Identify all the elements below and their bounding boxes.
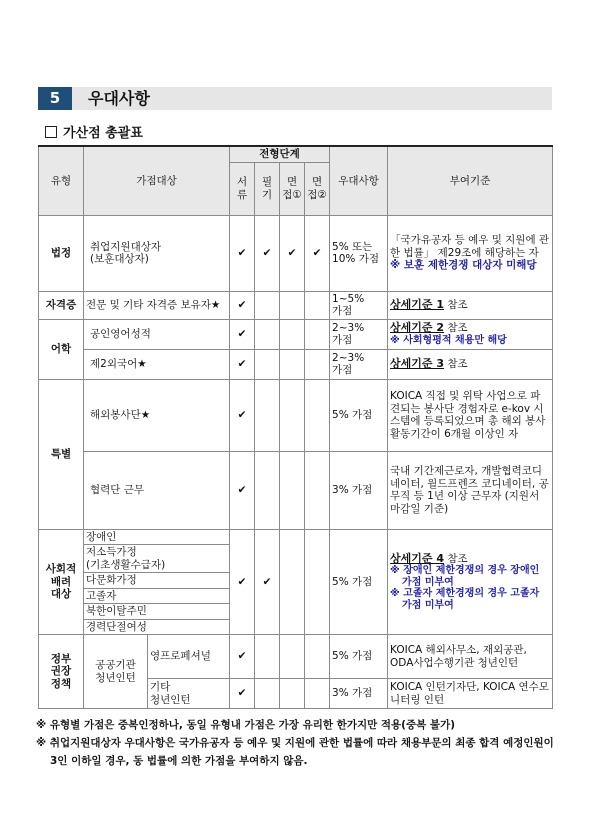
lang-bonus-2: 2~3% 가점	[330, 349, 388, 379]
policy-bonus-1: 5% 가점	[330, 635, 388, 679]
policy-criteria-1: KOICA 해외사무소, 재외공관, ODA사업수행기관 청년인턴	[388, 635, 553, 679]
lang-criteria-suffix-2: 참조	[444, 357, 468, 370]
special-bonus-2: 3% 가점	[330, 451, 388, 529]
header-bonus: 우대사항	[330, 146, 388, 215]
check-mark: ✔	[230, 215, 255, 291]
special-bonus-1: 5% 가점	[330, 379, 388, 451]
subtitle	[45, 122, 143, 141]
social-item-3: 다문화가정	[84, 573, 230, 589]
header-target: 가점대상	[84, 146, 230, 215]
footnotes	[36, 716, 561, 770]
lang-note-1: ※ 사회형평적 채용만 해당	[390, 334, 507, 346]
type-lang: 어학	[39, 319, 84, 379]
check-mark: ✔	[280, 215, 305, 291]
legal-criteria: 「국가유공자 등 예우 및 지원에 관한 법률」 제29조에 해당하는 자	[390, 234, 550, 259]
policy-target-1: 영프로페셔널	[148, 635, 230, 679]
legal-target: 취업지원대상자 (보훈대상자)	[84, 215, 230, 291]
header-stage-interview1: 면접①	[280, 162, 305, 215]
check-mark: ✔	[255, 215, 280, 291]
section-number: 5	[38, 87, 72, 110]
check-mark: ✔	[255, 529, 280, 635]
special-criteria-2: 국내 기간제근로자, 개발협력코디네이터, 월드프렌즈 코디네이터, 공무직 등 1년 이상 근무자 (지원서 마감일 기준)	[388, 451, 553, 529]
lang-criteria-ref-2: 상세기준 3	[390, 356, 445, 370]
lang-bonus-1: 2~3% 가점	[330, 319, 388, 349]
header-type: 유형	[39, 146, 84, 215]
check-mark: ✔	[230, 379, 255, 451]
social-item-2: 저소득가정 (기초생활수급자)	[84, 545, 230, 573]
special-criteria-1: KOICA 직접 및 위탁 사업으로 파견되는 봉사단 경험자로 e-kov 시스템에 등록되었으며 총 해외 봉사활동기간이 6개월 이상인 자	[388, 379, 553, 451]
legal-note: ※ 보훈 제한경쟁 대상자 미해당	[390, 259, 537, 272]
social-criteria-ref: 상세기준 4	[390, 551, 445, 565]
cert-target: 전문 및 기타 자격증 보유자★	[84, 291, 230, 319]
cert-criteria-ref: 상세기준 1	[390, 297, 445, 311]
footnote-1: ※ 유형별 가점은 중복인정하나, 동일 유형내 가점은 가장 유리한 한가지만 적용(중복 불가)	[36, 719, 456, 731]
check-mark: ✔	[230, 679, 255, 709]
special-target-2: 협력단 근무	[84, 451, 230, 529]
check-mark: ✔	[230, 319, 255, 349]
cert-bonus: 1~5% 가점	[330, 291, 388, 319]
lang-target-1: 공인영어성적	[84, 319, 230, 349]
header-stage-interview2: 면접②	[305, 162, 330, 215]
type-special: 특별	[39, 379, 84, 529]
section-title: 우대사항	[88, 89, 150, 108]
social-note-1: ※ 장애인 제한경쟁의 경우 장애인 가점 미부여	[390, 565, 540, 588]
social-bonus: 5% 가점	[330, 529, 388, 635]
legal-bonus: 5% 또는 10% 가점	[330, 215, 388, 291]
policy-criteria-2: KOICA 인턴기자단, KOICA 연수모니터링 인턴	[388, 679, 553, 709]
social-criteria-suffix: 참조	[444, 552, 468, 565]
bonus-points-table	[38, 145, 553, 709]
lang-criteria-ref-1: 상세기준 2	[390, 321, 445, 334]
header-stage-document: 서류	[230, 162, 255, 215]
social-item-5: 북한이탈주민	[84, 604, 230, 620]
policy-target-2: 기타 청년인턴	[148, 679, 230, 709]
lang-criteria-suffix-1: 참조	[444, 322, 468, 334]
type-legal: 법정	[39, 215, 84, 291]
header-stage-written: 필기	[255, 162, 280, 215]
type-social: 사회적 배려 대상	[39, 529, 84, 635]
section-header	[38, 87, 552, 110]
social-note-2: ※ 고졸자 제한경쟁의 경우 고졸자 가점 미부여	[390, 588, 540, 611]
check-mark: ✔	[230, 451, 255, 529]
type-cert: 자격증	[39, 291, 84, 319]
lang-target-2: 제2외국어★	[84, 349, 230, 379]
type-policy: 정부 권장 정책	[39, 635, 84, 709]
check-mark: ✔	[230, 349, 255, 379]
social-item-6: 경력단절여성	[84, 619, 230, 635]
header-stage: 전형단계	[230, 146, 330, 162]
policy-bonus-2: 3% 가점	[330, 679, 388, 709]
social-item-1: 장애인	[84, 529, 230, 545]
subtitle-text: 가산점 총괄표	[63, 126, 143, 141]
cert-criteria-suffix: 참조	[444, 298, 468, 311]
footnote-2: ※ 취업지원대상자 우대사항은 국가유공자 등 예우 및 지원에 관한 법률에 따라 채용부문의 최종 합격 예정인원이 3인 이하일 경우, 동 법률에 의한 가점을 부여하지 않음.	[36, 737, 554, 767]
check-mark: ✔	[230, 291, 255, 319]
special-target-1: 해외봉사단★	[84, 379, 230, 451]
check-mark: ✔	[230, 529, 255, 635]
policy-group: 공공기관 청년인턴	[84, 635, 148, 709]
check-mark: ✔	[230, 635, 255, 679]
header-criteria: 부여기준	[388, 146, 553, 215]
square-bullet-icon	[45, 126, 57, 138]
check-mark: ✔	[305, 215, 330, 291]
social-item-4: 고졸자	[84, 588, 230, 604]
